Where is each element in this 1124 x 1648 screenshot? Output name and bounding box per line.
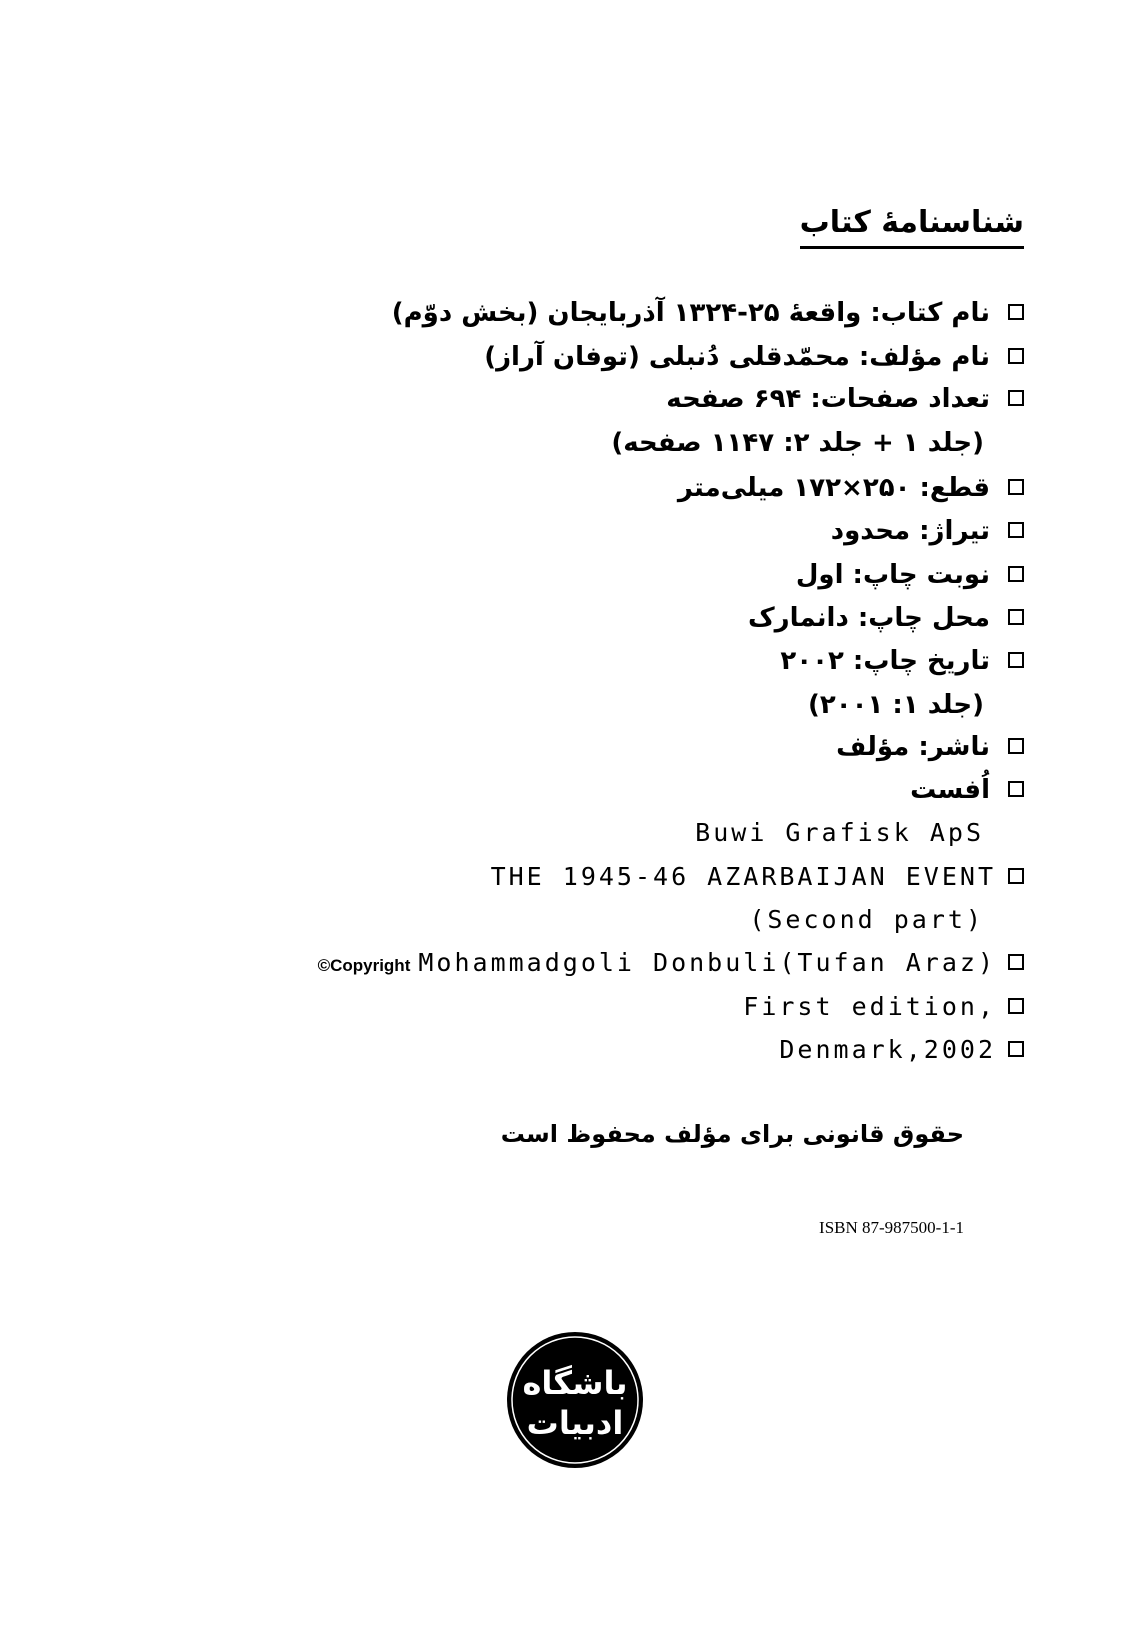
- book-title: نام کتاب: واقعهٔ ۲۵-۱۳۲۴ آذربایجان (بخش دوّم): [391, 298, 990, 328]
- english-author: Mohammadgoli Donbuli(Tufan Araz): [418, 948, 996, 977]
- pages-line: [666, 384, 1024, 414]
- english-edition-line: [743, 992, 1024, 1021]
- print-run-line: [831, 516, 1024, 546]
- copyright-line: [318, 948, 1024, 977]
- logo-line-2: ادبیات: [526, 1404, 624, 1442]
- edition: نوبت چاپ: اول: [795, 560, 990, 590]
- checkbox-icon: [1008, 868, 1024, 884]
- english-place-date: Denmark,2002: [779, 1035, 996, 1064]
- print-place: محل چاپ: دانمارک: [748, 603, 990, 633]
- checkbox-icon: [1008, 781, 1024, 797]
- english-title-line: [491, 862, 1024, 891]
- checkbox-icon: [1008, 609, 1024, 625]
- checkbox-icon: [1008, 998, 1024, 1014]
- offset-line: [910, 775, 1024, 805]
- english-place-line: [779, 1035, 1024, 1064]
- edition-line: [796, 560, 1024, 590]
- printer-name: Buwi Grafisk ApS: [695, 818, 984, 847]
- print-date-line: [780, 646, 1024, 676]
- size-line: [678, 473, 1024, 503]
- author-line: [484, 342, 1024, 372]
- page-title: شناسنامهٔ کتاب: [800, 205, 1024, 249]
- offset: اُفست: [910, 775, 990, 805]
- english-subtitle: (Second part): [749, 905, 984, 934]
- checkbox-icon: [1008, 954, 1024, 970]
- publisher: ناشر: مؤلف: [836, 732, 990, 762]
- publisher-line: [836, 732, 1024, 762]
- isbn: ISBN 87-987500-1-1: [819, 1218, 964, 1237]
- print-date-note: (جلد ۱: ۲۰۰۱): [807, 690, 984, 720]
- checkbox-icon: [1008, 348, 1024, 364]
- checkbox-icon: [1008, 1041, 1024, 1057]
- book-title-line: [392, 298, 1024, 328]
- rights-notice: حقوق قانونی برای مؤلف محفوظ است: [500, 1120, 964, 1148]
- print-place-line: [748, 603, 1024, 633]
- logo-line-1: باشگاه: [522, 1364, 628, 1402]
- checkbox-icon: [1008, 390, 1024, 406]
- pages-note: (جلد ۱ + جلد ۲: ۱۱۴۷ صفحه): [611, 428, 984, 458]
- author: نام مؤلف: محمّدقلی دُنبلی (توفان آراز): [484, 342, 990, 372]
- copyright-label: ©Copyright: [317, 956, 411, 975]
- checkbox-icon: [1008, 566, 1024, 582]
- english-edition: First edition,: [743, 992, 996, 1021]
- book-size: قطع: ۲۵۰×۱۷۲ میلی‌متر: [677, 473, 990, 503]
- club-logo: [505, 1330, 645, 1470]
- checkbox-icon: [1008, 738, 1024, 754]
- page-count: تعداد صفحات: ۶۹۴ صفحه: [666, 384, 990, 414]
- checkbox-icon: [1008, 522, 1024, 538]
- checkbox-icon: [1008, 652, 1024, 668]
- english-title: THE 1945-46 AZARBAIJAN EVENT: [490, 862, 996, 891]
- checkbox-icon: [1008, 304, 1024, 320]
- print-run: تیراژ: محدود: [830, 516, 990, 546]
- checkbox-icon: [1008, 479, 1024, 495]
- print-date: تاریخ چاپ: ۲۰۰۲: [780, 646, 990, 676]
